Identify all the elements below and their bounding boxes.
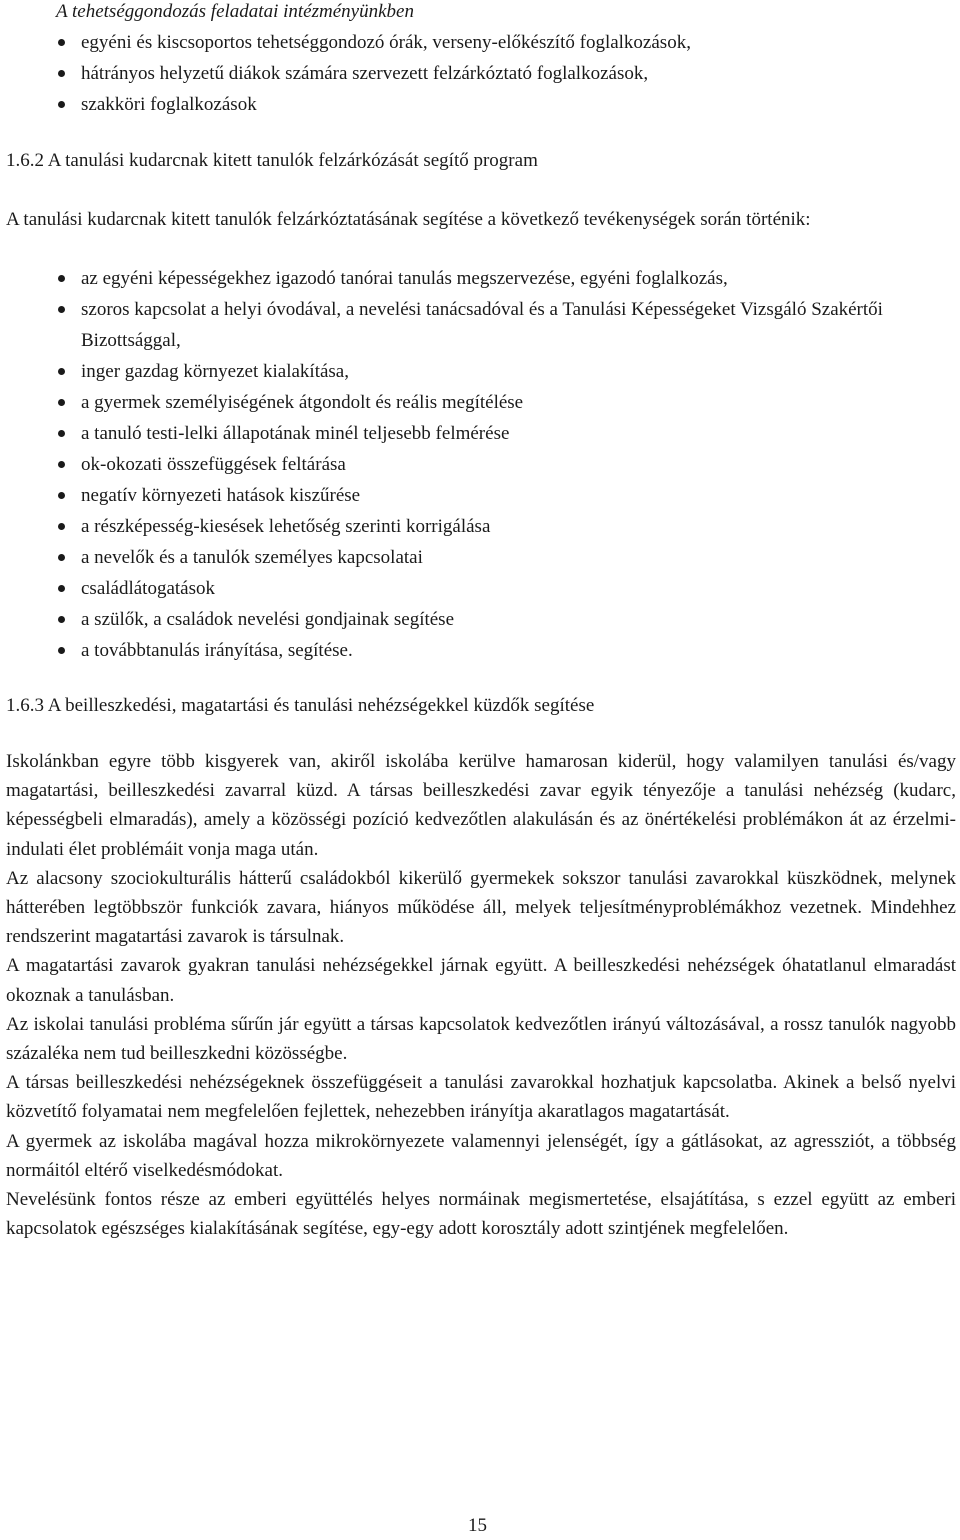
paragraph: Iskolánkban egyre több kisgyerek van, akiről iskolába kerülve hamarosan kiderül, hogy valamilyen tanulási és/vagy magatartási, beilleszkedési zavarral küzd. A társas beilleszkedési zavar egyik tényezője a tanulási nehézség (kudarc, képességbeli elmaradás), amely a közösségi pozíció kedvezőtlen alakulásán és az önértékelési problémákon át az érzelmi-indulati élet problémáit vonja maga után. bbox=[6, 751, 956, 860]
bullet-icon bbox=[58, 368, 65, 375]
list-item bbox=[14, 418, 960, 449]
bullet-icon bbox=[58, 306, 65, 313]
paragraph: A társas beilleszkedési nehézségeknek összefüggéseit a tanulási zavarokkal hozhatjuk kapcsolatba. Akinek a belső nyelvi közvetítő folyamatai nem megfelelően fejlettek, nehezebben irányítja akaratlagos magatartását. bbox=[6, 1072, 956, 1123]
list-item-text: ok-okozati összefüggések feltárása bbox=[81, 454, 346, 475]
bullet-icon bbox=[58, 39, 65, 46]
bullet-icon bbox=[58, 585, 65, 592]
list-item-text: a gyermek személyiségének átgondolt és reális megítélése bbox=[81, 392, 524, 413]
list-item bbox=[14, 604, 960, 635]
page-number: 15 bbox=[468, 1515, 487, 1536]
list-item-text: a szülők, a családok nevelési gondjainak segítése bbox=[81, 609, 455, 630]
list-item-text: inger gazdag környezet kialakítása, bbox=[81, 361, 349, 382]
talent-care-list bbox=[14, 27, 954, 120]
support-activities-list bbox=[14, 263, 960, 666]
list-item bbox=[14, 511, 960, 542]
list-item-text: hátrányos helyzetű diákok számára szervezett felzárkóztató foglalkozások, bbox=[81, 63, 649, 84]
list-item bbox=[14, 480, 960, 511]
bullet-icon bbox=[58, 647, 65, 654]
list-item-text: szakköri foglalkozások bbox=[81, 94, 257, 115]
list-item bbox=[14, 635, 960, 666]
list-item bbox=[14, 294, 960, 356]
bullet-icon bbox=[58, 399, 65, 406]
list-item-text: az egyéni képességekhez igazodó tanórai tanulás megszervezése, egyéni foglalkozás, bbox=[81, 268, 728, 289]
bullet-icon bbox=[58, 616, 65, 623]
list-item bbox=[14, 573, 960, 604]
section-heading-1-6-2: 1.6.2 A tanulási kudarcnak kitett tanulók felzárkózását segítő program bbox=[6, 150, 538, 171]
bullet-icon bbox=[58, 492, 65, 499]
bullet-icon bbox=[58, 70, 65, 77]
list-item bbox=[14, 58, 954, 89]
paragraph: A gyermek az iskolába magával hozza mikrokörnyezete valamennyi jelenségét, így a gátlásokat, az agressziót, a többség normáitól eltérő viselkedésmódokat. bbox=[6, 1130, 956, 1181]
bullet-icon bbox=[58, 430, 65, 437]
talent-care-heading: A tehetséggondozás feladatai intézményünkben bbox=[56, 1, 414, 22]
list-item-text: családlátogatások bbox=[81, 578, 216, 599]
bullet-icon bbox=[58, 461, 65, 468]
bullet-icon bbox=[58, 554, 65, 561]
bullet-icon bbox=[58, 101, 65, 108]
list-item-text: a továbbtanulás irányítása, segítése. bbox=[81, 640, 353, 661]
list-item bbox=[14, 356, 960, 387]
list-item-text: egyéni és kiscsoportos tehetséggondozó órák, verseny-előkészítő foglalkozások, bbox=[81, 32, 691, 53]
list-item-text: a nevelők és a tanulók személyes kapcsolatai bbox=[81, 547, 423, 568]
list-item-text: a tanuló testi-lelki állapotának minél teljesebb felmérése bbox=[81, 423, 510, 444]
section-intro-1-6-2: A tanulási kudarcnak kitett tanulók felzárkóztatásának segítése a következő tevékenységek során történik: bbox=[6, 209, 811, 230]
paragraph: A magatartási zavarok gyakran tanulási nehézségekkel járnak együtt. A beilleszkedési nehézségek óhatatlanul elmaradást okoznak a tanulásban. bbox=[6, 955, 956, 1006]
list-item bbox=[14, 263, 960, 294]
list-item-text: szoros kapcsolat a helyi óvodával, a nevelési tanácsadóval és a Tanulási Képességeket Vizsgáló Szakértői Bizottsággal, bbox=[81, 299, 883, 351]
list-item-text: a részképesség-kiesések lehetőség szerinti korrigálása bbox=[81, 516, 491, 537]
list-item bbox=[14, 387, 960, 418]
section-body-1-6-3 bbox=[6, 747, 956, 1243]
list-item bbox=[14, 542, 960, 573]
paragraph: Az alacsony szociokulturális hátterű családokból kikerülő gyermekek sokszor tanulási zavarokkal küszködnek, melynek hátterében legtöbbször funkciók zavara, hiányos működése áll, melyek teljesítményproblémákhoz vezetnek. Mindehhez rendszerint magatartási zavarok is társulnak. bbox=[6, 867, 956, 948]
section-heading-1-6-3: 1.6.3 A beilleszkedési, magatartási és tanulási nehézségekkel küzdők segítése bbox=[6, 695, 595, 716]
list-item-text: negatív környezeti hatások kiszűrése bbox=[81, 485, 361, 506]
list-item bbox=[14, 89, 954, 120]
bullet-icon bbox=[58, 523, 65, 530]
list-item bbox=[14, 27, 954, 58]
bullet-icon bbox=[58, 275, 65, 282]
list-item bbox=[14, 449, 960, 480]
paragraph: Nevelésünk fontos része az emberi együttélés helyes normáinak megismertetése, elsajátítása, s ezzel együtt az emberi kapcsolatok egészséges kialakításának segítése, egy-egy adott korosztály adott szintjének megfelelően. bbox=[6, 1189, 956, 1240]
paragraph: Az iskolai tanulási probléma sűrűn jár együtt a társas kapcsolatok kedvezőtlen irányú változásával, a rossz tanulók nagyobb százaléka nem tud beilleszkedni közösségbe. bbox=[6, 1013, 956, 1065]
